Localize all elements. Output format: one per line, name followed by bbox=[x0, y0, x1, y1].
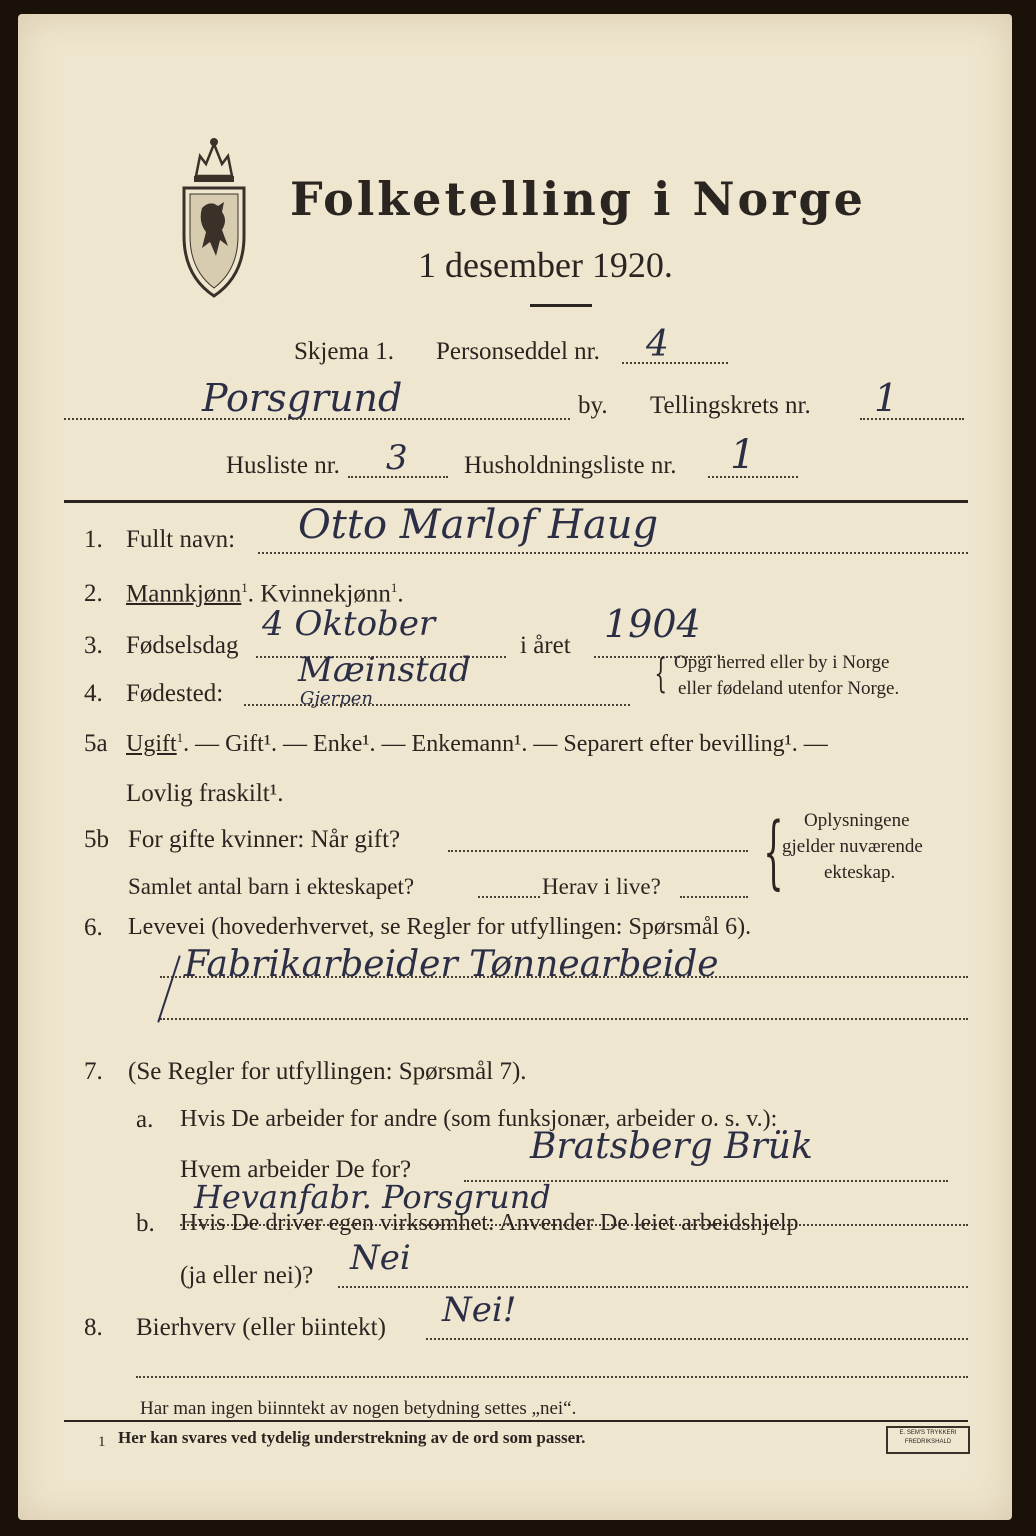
husholdningsliste-value: 1 bbox=[730, 432, 756, 478]
q6-number: 6. bbox=[84, 914, 103, 941]
census-date: 1 desember 1920. bbox=[418, 245, 673, 285]
q3-number: 3. bbox=[84, 632, 103, 659]
city-dotline bbox=[64, 418, 570, 420]
q5b-note-1: Oplysningene bbox=[804, 810, 910, 831]
q5b-label-3: Herav i live? bbox=[542, 874, 661, 899]
q1-dotline bbox=[258, 552, 968, 554]
husliste-label: Husliste nr. bbox=[226, 452, 340, 479]
birthplace-value-2: Gjerpen bbox=[300, 688, 373, 709]
year-label: i året bbox=[520, 632, 571, 659]
birthdate-value: 4 Oktober bbox=[262, 604, 436, 644]
q1-number: 1. bbox=[84, 526, 103, 553]
q7b-question: (ja eller nei)? bbox=[180, 1262, 314, 1289]
q4-note-2: eller fødeland utenfor Norge. bbox=[678, 678, 900, 699]
full-name-value: Otto Marlof Haug bbox=[298, 502, 659, 548]
q5b-number: 5b bbox=[84, 826, 109, 853]
gender-mann: Mannkjønn bbox=[126, 580, 242, 608]
gender-kvinne: Kvinnekjønn bbox=[260, 580, 391, 608]
birth-year-value: 1904 bbox=[604, 602, 701, 646]
q7-label: (Se Regler for utfyllingen: Spørsmål 7). bbox=[128, 1058, 527, 1085]
q5b-dotline-1 bbox=[448, 850, 748, 852]
husholdningsliste-label: Husholdningsliste nr. bbox=[464, 452, 677, 479]
q4-number: 4. bbox=[84, 680, 103, 707]
personseddel-dotline bbox=[622, 362, 728, 364]
printer-stamp: E. SEM'S TRYKKERI FREDRIKSHALD bbox=[886, 1426, 970, 1454]
q8-dotline-1 bbox=[426, 1338, 968, 1340]
q5b-dotline-2 bbox=[478, 896, 540, 898]
marital-ugift: Ugift bbox=[126, 731, 177, 757]
q6-pen-stroke bbox=[157, 955, 181, 1022]
footer-note: Har man ingen biinntekt av nogen betydning settes „nei“. bbox=[140, 1398, 577, 1419]
q7-number: 7. bbox=[84, 1058, 103, 1085]
q7b-letter: b. bbox=[136, 1210, 155, 1237]
employer-value-2: Hevanfabr. Porsgrund bbox=[194, 1178, 551, 1216]
tellingskrets-label: Tellingskrets nr. bbox=[650, 392, 811, 419]
q5a-number: 5a bbox=[84, 730, 108, 757]
personseddel-value: 4 bbox=[646, 324, 669, 365]
skjema-label: Skjema 1. bbox=[294, 338, 394, 365]
q5a-line2: Lovlig fraskilt¹. bbox=[126, 780, 284, 807]
q5b-brace: { bbox=[763, 805, 784, 898]
personseddel-label: Personseddel nr. bbox=[436, 338, 600, 365]
q1-label: Fullt navn: bbox=[126, 526, 236, 553]
q3-label: Fødselsdag bbox=[126, 632, 239, 659]
employer-value: Bratsberg Brük bbox=[530, 1126, 813, 1167]
q5b-label-1: For gifte kvinner: Når gift? bbox=[128, 826, 401, 853]
q7b-dotline bbox=[338, 1286, 968, 1288]
q6-label: Levevei (hovederhvervet, se Regler for utfyllingen: Spørsmål 6). bbox=[128, 914, 752, 940]
city-value: Porsgrund bbox=[202, 376, 403, 420]
by-label: by. bbox=[578, 392, 608, 419]
side-income-value: Nei! bbox=[442, 1290, 517, 1330]
q2-number: 2. bbox=[84, 580, 103, 607]
q6-dotline-1 bbox=[160, 976, 968, 978]
footer-rule bbox=[64, 1420, 968, 1422]
q5b-note-3: ekteskap. bbox=[824, 862, 896, 883]
title-divider bbox=[530, 304, 592, 307]
census-form bbox=[18, 14, 1012, 1520]
q8-dotline-2 bbox=[136, 1376, 968, 1378]
q5b-note-2: gjelder nuværende bbox=[782, 836, 923, 857]
q4-note-1: Opgi herred eller by i Norge bbox=[674, 652, 890, 673]
q7a-letter: a. bbox=[136, 1106, 154, 1133]
q8-label: Bierhverv (eller biintekt) bbox=[136, 1314, 386, 1341]
q7a-text: Hvis De arbeider for andre (som funksjonær, arbeider o. s. v.): bbox=[180, 1106, 778, 1132]
q5b-label-2: Samlet antal barn i ekteskapet? bbox=[128, 874, 415, 899]
birthplace-value: Mæinstad bbox=[298, 650, 471, 690]
q5b-dotline-3 bbox=[680, 896, 748, 898]
footnote-number: 1 bbox=[98, 1434, 106, 1450]
q6-dotline-2 bbox=[160, 1018, 968, 1020]
q7a-question: Hvem arbeider De for? bbox=[180, 1156, 412, 1183]
q7b-text: Hvis De driver egen virksomhet: Anvender De leiet arbeidshjelp bbox=[180, 1210, 799, 1236]
husliste-value: 3 bbox=[386, 438, 408, 478]
footnote-text: Her kan svares ved tydelig understrekning av de ord som passer. bbox=[118, 1428, 586, 1447]
coat-of-arms-icon bbox=[176, 136, 252, 304]
form-title: Folketelling i Norge bbox=[290, 172, 866, 226]
q5a-options: Ugift$^1$. — Gift¹. — Enke¹. — Enkemann¹. — Separert efter bevilling¹. — bbox=[126, 730, 828, 757]
occupation-value: Fabrikarbeider Tønnearbeide bbox=[184, 944, 719, 985]
own-business-value: Nei bbox=[350, 1238, 411, 1278]
tellingskrets-value: 1 bbox=[874, 376, 899, 420]
q8-number: 8. bbox=[84, 1314, 103, 1341]
q2-options: Mannkjønn$^1$. Kvinnekjønn$^1$. bbox=[126, 580, 404, 608]
q4-label: Fødested: bbox=[126, 680, 224, 707]
q4-brace: { bbox=[654, 651, 668, 697]
